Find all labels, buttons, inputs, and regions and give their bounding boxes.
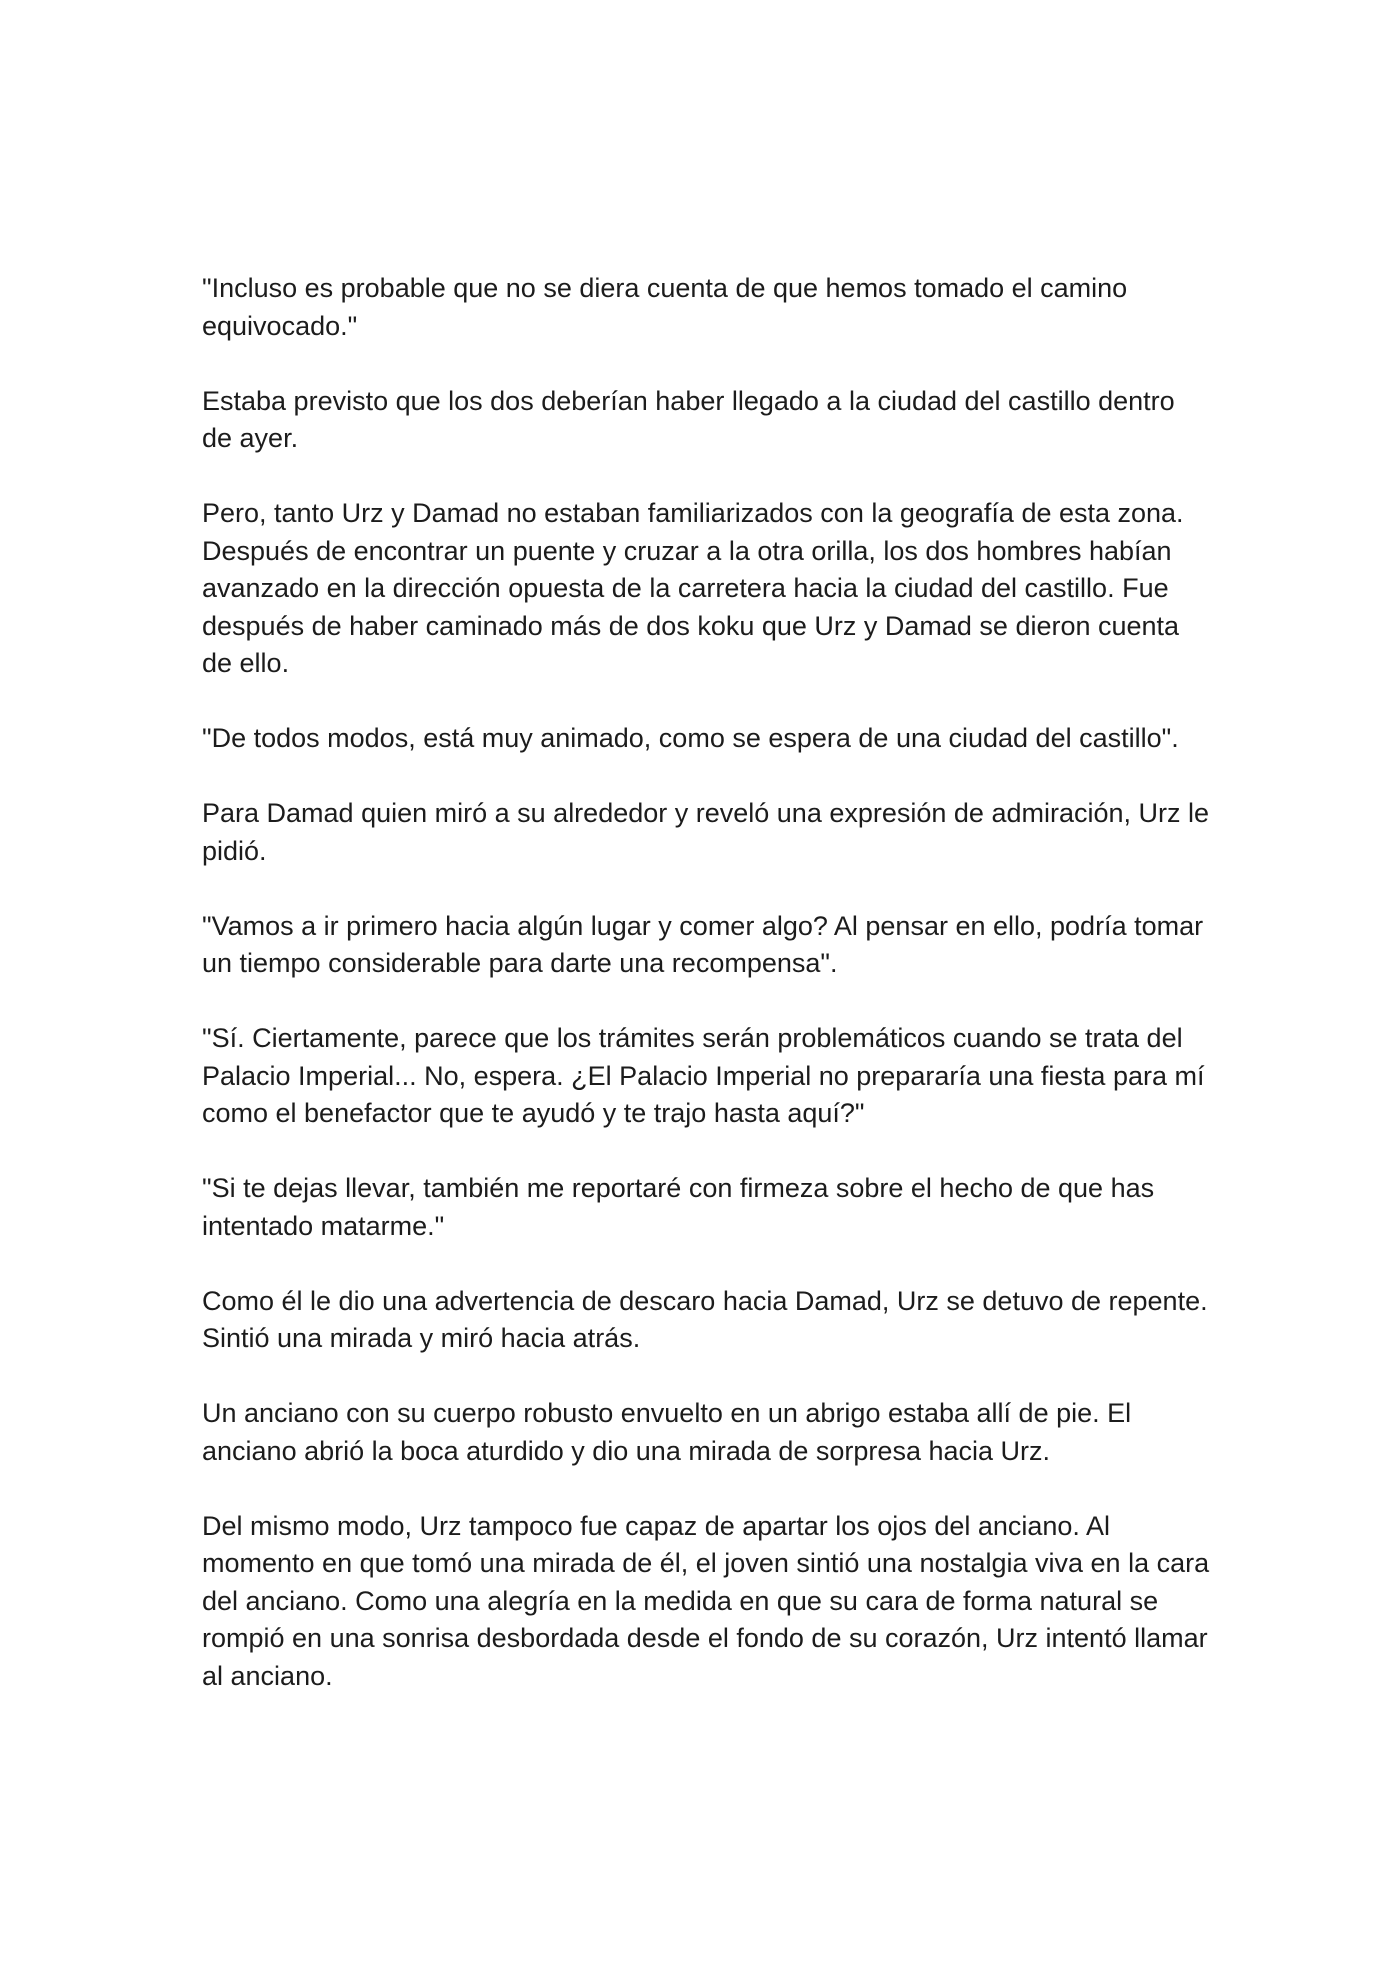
- paragraph-4: "De todos modos, está muy animado, como se espera de una ciudad del castillo".: [202, 723, 1179, 753]
- paragraph-2: Estaba previsto que los dos deberían haber llegado a la ciudad del castillo dentro de ayer.: [202, 385, 1175, 453]
- paragraph-9: Como él le dio una advertencia de descaro hacia Damad, Urz se detuvo de repente. Sintió una mirada y miró hacia atrás.: [202, 1285, 1208, 1353]
- paragraph-5: Para Damad quien miró a su alrededor y reveló una expresión de admiración, Urz le pidió.: [202, 798, 1210, 866]
- paragraph-10: Un anciano con su cuerpo robusto envuelto en un abrigo estaba allí de pie. El anciano abrió la boca aturdido y dio una mirada de sorpresa hacia Urz.: [202, 1398, 1132, 1466]
- paragraph-11: Del mismo modo, Urz tampoco fue capaz de apartar los ojos del anciano. Al momento en que tomó una mirada de él, el joven sintió una nostalgia viva en la cara del anciano. Como una alegría en la medida en que su cara de forma natural se rompió en una sonrisa desbordada desde el fondo de su corazón, Urz intentó llamar al anciano.: [202, 1510, 1210, 1691]
- paragraph-7: "Sí. Ciertamente, parece que los trámites serán problemáticos cuando se trata del Palacio Imperial... No, espera. ¿El Palacio Imperial no prepararía una fiesta para mí como el benefactor que te ayudó y te trajo hasta aquí?": [202, 1023, 1205, 1128]
- paragraph-8: "Si te dejas llevar, también me reportaré con firmeza sobre el hecho de que has intentado matarme.": [202, 1173, 1155, 1241]
- document-text-body: [202, 270, 1212, 1695]
- paragraph-3: Pero, tanto Urz y Damad no estaban familiarizados con la geografía de esta zona. Después de encontrar un puente y cruzar a la otra orilla, los dos hombres habían avanzado en la dirección opuesta de la carretera hacia la ciudad del castillo. Fue después de haber caminado más de dos koku que Urz y Damad se dieron cuenta de ello.: [202, 498, 1184, 678]
- paragraph-6: "Vamos a ir primero hacia algún lugar y comer algo? Al pensar en ello, podría tomar un tiempo considerable para darte una recompensa".: [202, 910, 1204, 978]
- paragraph-1: "Incluso es probable que no se diera cuenta de que hemos tomado el camino equivocado.": [202, 273, 1128, 341]
